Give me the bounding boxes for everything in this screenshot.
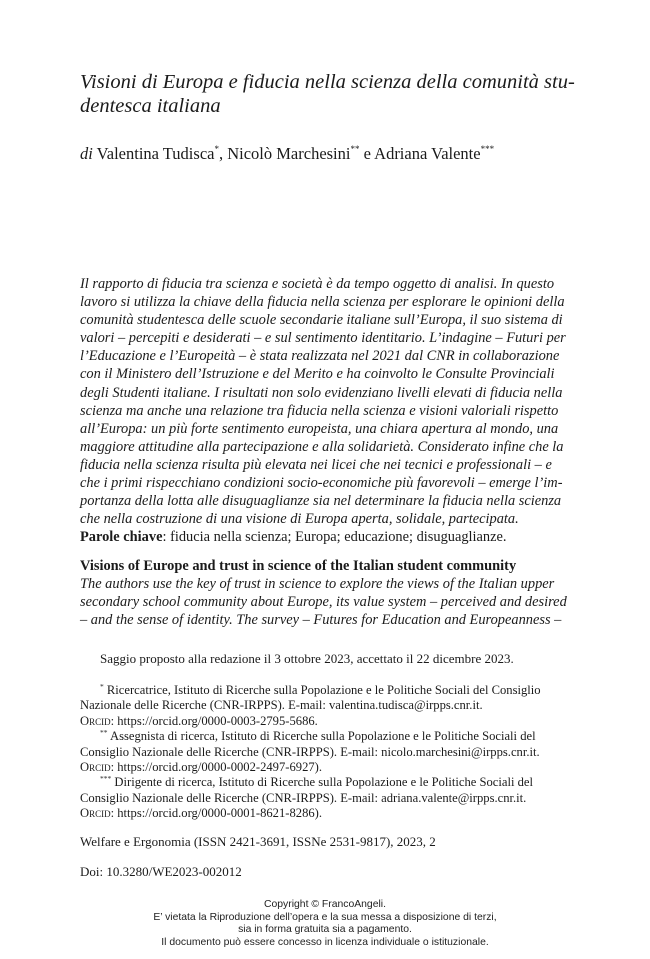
footnote-line: Consiglio Nazionale delle Ricerche (CNR-IRPPS). E-mail: nicolo.marchesini@irpps.cnr.it. <box>80 744 540 759</box>
abstract-line: Il rapporto di fiducia tra scienza e società è da tempo oggetto di analisi. In questo <box>80 276 555 292</box>
abstract-line: che nella costruzione di una visione di Europa aperta, solidale, partecipata. <box>80 511 519 528</box>
article-title-line-1: Visioni di Europa e fiducia nella scienza della comunità stu- <box>80 71 575 93</box>
orcid-link[interactable]: : https://orcid.org/0000-0003-2795-5686. <box>110 713 318 728</box>
author-3-name: e Adriana Valente <box>359 144 481 163</box>
abstract-line: fiducia nella scienza risulta più elevata nei licei che nei tecnici e professionali – e <box>80 456 552 473</box>
abstract-line: che i primi rispecchiano condizioni socio-economiche più favorevoli – emerge l’im- <box>80 475 563 492</box>
abstract-line: degli Studenti italiane. I risultati non solo evidenziano livelli elevati di fiducia nella <box>80 384 563 401</box>
author-1-mark: * <box>214 144 219 154</box>
copyright-line: Copyright © FrancoAngeli. <box>263 899 386 910</box>
author-prefix: di <box>80 144 93 163</box>
abstract-en-line: – and the sense of identity. The survey – Futures for Education and Europeanness – <box>80 612 562 629</box>
author-2-mark: ** <box>350 144 360 154</box>
author-3-mark: *** <box>480 144 495 154</box>
orcid-label: Orcid <box>80 760 111 775</box>
copyright-notice <box>0 899 650 949</box>
keywords-text: : fiducia nella scienza; Europa; educazione; disuguaglianze. <box>162 529 507 546</box>
orcid-label: Orcid <box>80 806 111 821</box>
copyright-line: E’ vietata la Riproduzione dell’opera e la sua messa a disposizione di terzi, <box>153 911 497 923</box>
english-title: Visions of Europe and trust in science of the Italian student community <box>80 558 517 574</box>
abstract-line: all’Europa: un più forte sentimento europeista, una chiara apertura al mondo, una <box>80 420 559 437</box>
orcid-link[interactable]: : https://orcid.org/0000-0002-2497-6927). <box>110 760 323 775</box>
abstract-line: lavoro si utilizza la chiave della fiducia nella scienza per esplorare le opinioni della <box>80 294 565 311</box>
orcid-link[interactable]: : https://orcid.org/0000-0001-8621-8286). <box>110 806 323 821</box>
abstract-line: con il Ministero dell’Istruzione e del Merito e ha coinvolto le Consulte Provinciali <box>80 366 555 383</box>
article-title-line-2: dentesca italiana <box>80 95 221 117</box>
footnote-mark: ** <box>100 728 108 738</box>
abstract-en-line: secondary school community about Europe, its value system – perceived and desired <box>80 594 567 611</box>
footnote-2 <box>80 729 575 775</box>
orcid-line <box>80 714 575 729</box>
abstract-en-line: The authors use the key of trust in science to explore the views of the Italian upper <box>80 576 555 592</box>
abstract-line: maggiore attitudine alla partecipazione e alla solidarietà. Considerato infine che la <box>80 438 564 455</box>
footnote-line <box>80 683 575 698</box>
keywords-label: Parole chiave <box>80 529 163 546</box>
abstract-line: scienza ma anche una relazione tra fiducia nella scienza e visioni valoriali rispetto <box>80 402 559 419</box>
journal-citation: Welfare e Ergonomia (ISSN 2421-3691, ISSNe 2531-9817), 2023, 2 <box>80 834 436 849</box>
abstract-english <box>80 575 572 629</box>
submission-dates: Saggio proposto alla redazione il 3 ottobre 2023, accettato il 22 dicembre 2023. <box>100 651 514 666</box>
article-title <box>80 70 580 118</box>
author-2-name: , Nicolò Marchesini <box>218 144 351 163</box>
keywords <box>80 528 572 546</box>
footnote-text: Assegnista di ricerca, Istituto di Ricerche sulla Popolazione e le Politiche Sociali del <box>109 729 536 744</box>
orcid-line <box>80 806 575 821</box>
footnote-line: Nazionale delle Ricerche (CNR-IRPPS). E-mail: valentina.tudisca@irpps.cnr.it. <box>80 698 483 713</box>
doi[interactable]: Doi: 10.3280/WE2023-002012 <box>80 864 242 879</box>
footnote-1 <box>80 683 575 729</box>
orcid-label: Orcid <box>80 713 111 728</box>
footnote-mark: * <box>100 682 104 691</box>
footnotes <box>80 683 575 822</box>
footnote-text: Ricercatrice, Istituto di Ricerche sulla Popolazione e le Politiche Sociali del Consiglio <box>106 683 541 697</box>
abstract-line: comunità studentesca delle scuole secondarie italiane sull’Europa, il suo sistema di <box>80 312 563 329</box>
footnote-line <box>80 775 575 790</box>
abstract-line: l’Educazione e l’Europeità – è stata realizzata nel 2021 dal CNR in collaborazione <box>80 348 560 365</box>
copyright-line: sia in forma gratuita sia a pagamento. <box>238 924 412 936</box>
footnote-3 <box>80 775 575 821</box>
footnote-text: Dirigente di ricerca, Istituto di Ricerche sulla Popolazione e le Politiche Sociali del <box>114 775 534 790</box>
footnote-line: Consiglio Nazionale delle Ricerche (CNR-IRPPS). E-mail: adriana.valente@irpps.cnr.it. <box>80 790 527 805</box>
abstract-italian <box>80 275 572 546</box>
abstract-line: portanza della lotta alle disuguaglianze sia nel determinare la fiducia nella scienza <box>80 493 562 510</box>
orcid-line <box>80 760 575 775</box>
copyright-line: Il documento può essere concesso in licenza individuale o istituzionale. <box>161 936 489 948</box>
author-line <box>80 144 580 164</box>
abstract-line: valori – percepiti e desiderati – e sul sentimento identitario. L’indagine – Futuri per <box>80 330 566 347</box>
footnote-mark: *** <box>100 774 112 784</box>
author-1-name: Valentina Tudisca <box>96 144 215 163</box>
footnote-line <box>80 729 575 744</box>
